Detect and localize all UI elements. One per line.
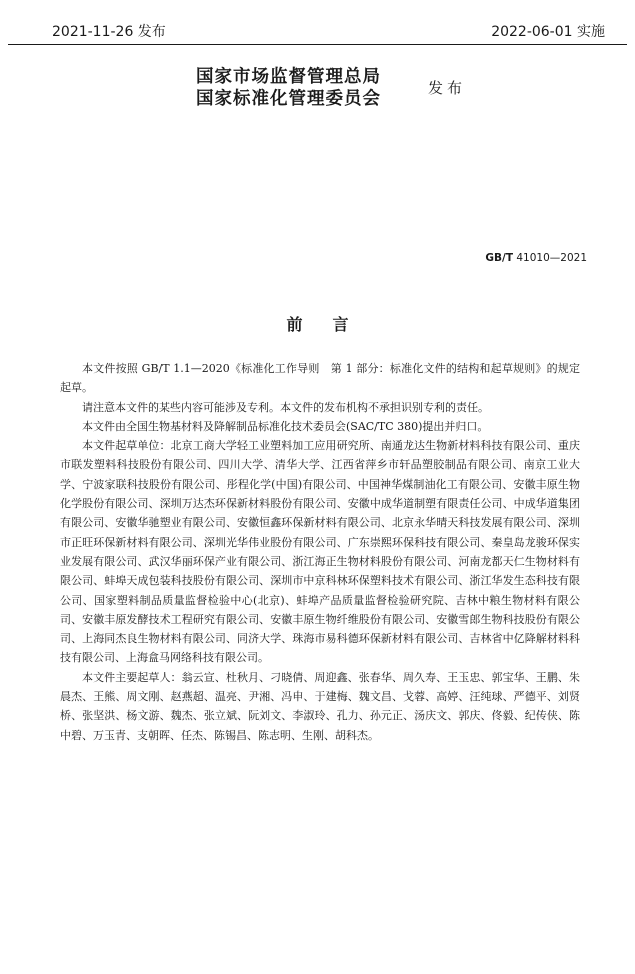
- header-bar: [8, 22, 627, 45]
- foreword-body: [60, 359, 580, 745]
- standard-number: [485, 252, 587, 264]
- paragraph-proposer: 本文件由全国生物基材料及降解制品标准化技术委员会(SAC/TC 380)提出并归口。: [82, 419, 489, 433]
- standard-code: 41010—2021: [516, 252, 587, 264]
- paragraph-drafting-rules: 本文件按照 GB/T 1.1—2020《标准化工作导则 第 1 部分：标准化文件的结构和起草规则》的规定起草。: [60, 362, 580, 395]
- issuer-sac: 国家标准化管理委员会: [196, 89, 381, 109]
- implement-date: 2022-06-01 实施: [491, 24, 605, 40]
- issuing-organizations: [196, 66, 426, 110]
- issuer-samr: 国家市场监督管理总局: [196, 67, 381, 87]
- paragraph-patent-notice: 请注意本文件的某些内容可能涉及专利。本文件的发布机构不承担识别专利的责任。: [82, 400, 489, 414]
- paragraph-drafters: 本文件主要起草人：翁云宣、杜秋月、刁晓倩、周迎鑫、张春华、周久寿、王玉忠、郭宝华、王鹏、朱晨杰、王熊、周文刚、赵燕超、温亮、尹湘、冯申、于建梅、魏文昌、戈蓉、高婷、汪纯球、严德平、刘贤桥、张坚洪、杨文游、魏杰、张立斌、阮刘文、李淑玲、孔力、孙元正、汤庆文、郭庆、佟毅、纪传侠、陈中碧、万玉青、支朝晖、任杰、陈锡昌、陈志明、生刚、胡科杰。: [60, 670, 580, 742]
- issue-action: 发布: [428, 79, 467, 97]
- publish-date: 2021-11-26 发布: [52, 24, 166, 40]
- paragraph-drafting-units: 本文件起草单位：北京工商大学轻工业塑料加工应用研究所、南通龙达生物新材料科技有限公司、重庆市联发塑料科技股份有限公司、四川大学、清华大学、江西省萍乡市轩品塑胶制品有限公司、南京工业大学、宁波家联科技股份有限公司、彤程化学(中国)有限公司、中国神华煤制油化工有限公司、安徽丰原生物化学股份有限公司、深圳万达杰环保新材料股份有限公司、安徽中成华道制塑有限责任公司、中成华道集团有限公司、安徽华驰塑业有限公司、安徽恒鑫环保新材料有限公司、北京永华晴天科技发展有限公司、深圳市正旺环保新材料有限公司、深圳光华伟业股份有限公司、广东崇熙环保科技有限公司、秦皇岛龙骏环保实业发展有限公司、武汉华丽环保产业有限公司、浙江海正生物材料股份有限公司、河南龙都天仁生物材料有限公司、蚌埠天成包装科技股份有限公司、深圳市中京科林环保塑料技术有限公司、浙江华发生态科技有限公司、国家塑料制品质量监督检验中心(北京)、蚌埠产品质量监督检验研究院、吉林中粮生物材料有限公司、安徽丰原发酵技术工程研究有限公司、安徽丰原生物纤维股份有限公司、安徽雪郎生物科技股份有限公司、上海同杰良生物材料有限公司、同济大学、珠海市易科德环保新材料有限公司、吉林省中亿降解材料科技有限公司、上海盒马网络科技有限公司。: [60, 439, 580, 665]
- section-title: 前言: [286, 315, 379, 334]
- standard-prefix: GB/T: [485, 252, 514, 264]
